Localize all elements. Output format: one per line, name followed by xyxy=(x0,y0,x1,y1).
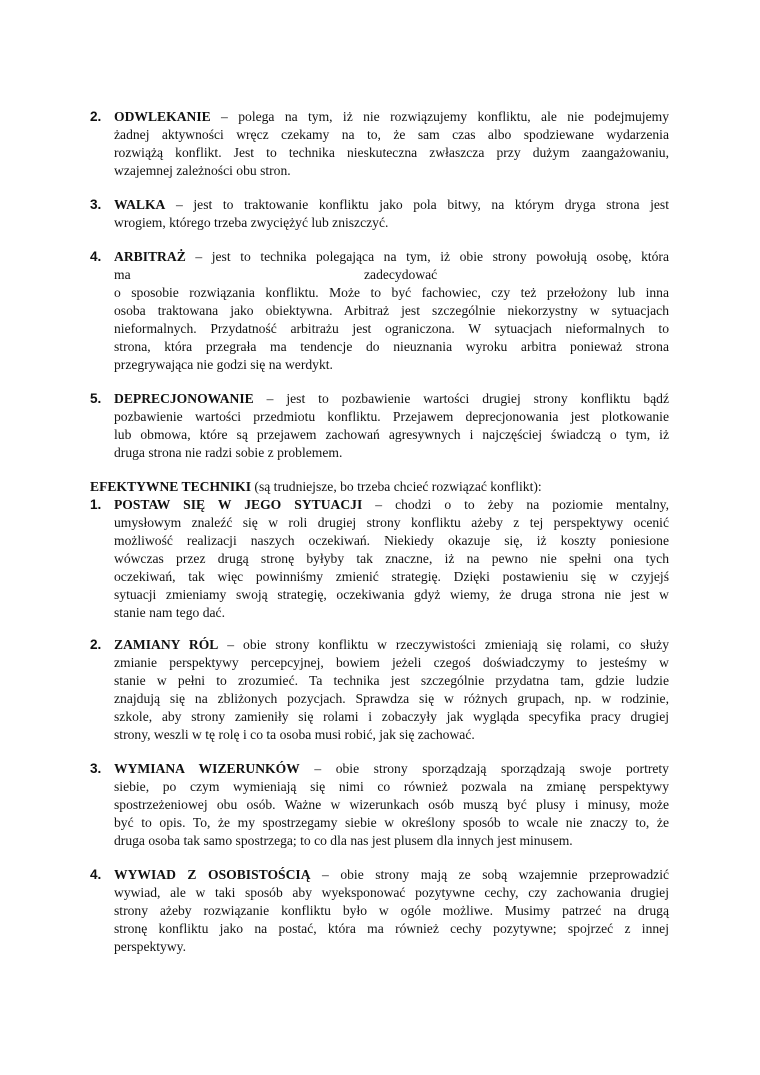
list-number: 2. xyxy=(90,109,102,124)
text-line: wrogiem, którego trzeba zwyciężyć lub zniszczyć. xyxy=(114,215,389,230)
text-line: rozwiążą konflikt. Jest to technika nieskuteczna zwłaszcza przy dużym zaangażowaniu, xyxy=(114,145,669,160)
text-line xyxy=(114,866,669,884)
technique-name: POSTAW SIĘ W JEGO SYTUACJI xyxy=(114,497,363,512)
text-line: druga strona nie radzi sobie z problemem. xyxy=(114,445,343,460)
text-line: stanie w pełni to zrozumieć. Ta technika jest szczególnie przydatna tam, gdzie ludzie xyxy=(114,673,669,688)
technique-name: WYMIANA WIZERUNKÓW xyxy=(114,761,300,776)
text-line xyxy=(114,636,669,654)
text-line: wywiad, ale w taki sposób aby wyeksponować pozytywne cechy, czy zachowania drugiej xyxy=(114,885,669,900)
text-line: strony, weszli w tę rolę i co ta osoba musi robić, jak się zachować. xyxy=(114,727,475,742)
text-line: być to opis. To, że my spostrzegamy siebie w określony sposób to wcale nie znaczy to, że xyxy=(114,815,669,830)
text-segment: – obie strony mają ze sobą wzajemnie przeprowadzić xyxy=(310,867,670,882)
text-segment: – jest to technika polegająca na tym, iż obie strony powołują osobę, która xyxy=(185,249,669,264)
text-line: szkole, aby strony zamieniły się rolami i zobaczyły jak wygląda specyfika pracy drugiej xyxy=(114,709,669,724)
text-line: perspektywy. xyxy=(114,939,186,954)
text-line: strona, która przegrała ma tendencje do nieuznania wyroku arbitra ponieważ strona xyxy=(114,339,669,354)
technique-name: WALKA xyxy=(114,197,166,212)
text-line: stronę konfliktu jako na postać, która ma również cechy pozytywne; spojrzeć z innej xyxy=(114,921,669,936)
text-line xyxy=(114,196,669,214)
text-segment: – chodzi o to żeby na poziomie mentalny, xyxy=(362,497,669,512)
text-line xyxy=(114,390,669,408)
text-line xyxy=(114,760,669,778)
text-line: strony ażeby rozwiązanie konfliktu było w ogóle możliwe. Musimy patrzeć na drugą xyxy=(114,903,669,918)
text-segment: – polega na tym, iż nie rozwiązujemy konfliktu, ale nie podejmujemy xyxy=(210,109,669,124)
text-line: osoba traktowana jako obiektywna. Arbitraż jest szczególnie niekorzystny w sytuacjach xyxy=(114,303,669,318)
text-segment: – obie strony konfliktu w rzeczywistości zmieniają się rolami, co służy xyxy=(218,637,669,652)
text-line: siebie, po czym wymieniają się nimi co również pozwala na zmianę perspektywy xyxy=(114,779,669,794)
list-number: 3. xyxy=(90,761,102,776)
technique-name: WYWIAD Z OSOBISTOŚCIĄ xyxy=(114,867,311,882)
text-segment: – jest to traktowanie konfliktu jako pola bitwy, na którym dryga strona jest xyxy=(165,197,669,212)
text-line: zmianie perspektywy percepcyjnej, bowiem jeżeli czegoś doświadczymy to jesteśmy w xyxy=(114,655,669,670)
heading-keyword: EFEKTYWNE TECHNIKI xyxy=(90,479,252,494)
technique-name: ARBITRAŻ xyxy=(114,249,186,264)
list-item xyxy=(90,496,669,622)
text-line: możliwość realizacji naszych oczekiwań. Niekiedy okazuje się, iż koszty poniesione xyxy=(114,533,669,548)
text-line xyxy=(114,248,669,266)
heading-rest: (są trudniejsze, bo trzeba chcieć rozwiązać konflikt): xyxy=(251,479,542,494)
text-line: wzajemnej zależności obu stron. xyxy=(114,163,291,178)
list-item xyxy=(90,390,669,462)
list-item xyxy=(90,248,669,374)
list-number: 4. xyxy=(90,249,102,264)
list-number: 5. xyxy=(90,391,102,406)
list-item xyxy=(90,866,670,956)
text-line: znajdują się na zbliżonych pozycjach. Sprawdza się w różnych grupach, np. w rodzinie, xyxy=(114,691,669,706)
text-line: lub obmowa, które są przejawem zachowań agresywnych i najczęściej świadczą o tym, iż xyxy=(114,427,669,442)
list-item xyxy=(90,636,669,744)
text-line: druga osoba tak samo spostrzega; to co dla nas jest plusem dla innych jest minusem. xyxy=(114,833,573,848)
list-item xyxy=(90,196,669,232)
text-line: stanie nam tego dać. xyxy=(114,605,225,620)
text-segment: – obie strony sporządzają sporządzają swoje portrety xyxy=(299,761,669,776)
text-line: przegrywająca nie godzi się na werdykt. xyxy=(114,357,333,372)
text-line xyxy=(114,108,669,126)
text-line: o sposobie rozwiązania konfliktu. Może to być fachowiec, czy też przełożony lub inna xyxy=(114,285,669,300)
text-line: spostrzeżeniowej obu osób. Ważne w wizerunkach osób muszą być plusy i minusy, może xyxy=(114,797,669,812)
list-number: 3. xyxy=(90,197,102,212)
list-item xyxy=(90,108,669,180)
text-line xyxy=(114,266,669,284)
text-segment: – jest to pozbawienie wartości drugiej strony konfliktu bądź xyxy=(253,391,669,406)
text-segment: ma xyxy=(114,267,131,282)
text-line: wówczas przez drugą stronę byłyby tak znaczne, iż na pewno nie spełni ona tych xyxy=(114,551,669,566)
technique-name: DEPRECJONOWANIE xyxy=(114,391,254,406)
technique-name: ODWLEKANIE xyxy=(114,109,211,124)
text-line: pozbawienie wartości przedmiotu konfliktu. Przejawem deprecjonowania jest plotkowanie xyxy=(114,409,669,424)
text-segment: zadecydować xyxy=(364,267,438,282)
list-number: 1. xyxy=(90,497,102,512)
section-heading xyxy=(90,478,690,496)
text-line: nieformalnych. Przydatność arbitrażu jest ograniczona. W sytuacjach nieformalnych to xyxy=(114,321,669,336)
text-line xyxy=(114,496,669,514)
technique-name: ZAMIANY RÓL xyxy=(114,637,219,652)
text-line: sytuacji zmieniamy swoją strategię, oczekiwania gdyż wiemy, że druga strona nie jest w xyxy=(114,587,669,602)
list-number: 4. xyxy=(90,867,102,882)
text-line: żadnej aktywności wręcz czekamy na to, że sam czas albo spodziewane wydarzenia xyxy=(114,127,669,142)
text-line: oczekiwań, tak więc powinniśmy zmienić strategię. Dzięki postawieniu się w czyjejś xyxy=(114,569,669,584)
list-item xyxy=(90,760,669,850)
list-number: 2. xyxy=(90,637,102,652)
text-line: umysłowym znaleźć się w roli drugiej strony konfliktu ażeby z tej perspektywy ocenić xyxy=(114,515,669,530)
